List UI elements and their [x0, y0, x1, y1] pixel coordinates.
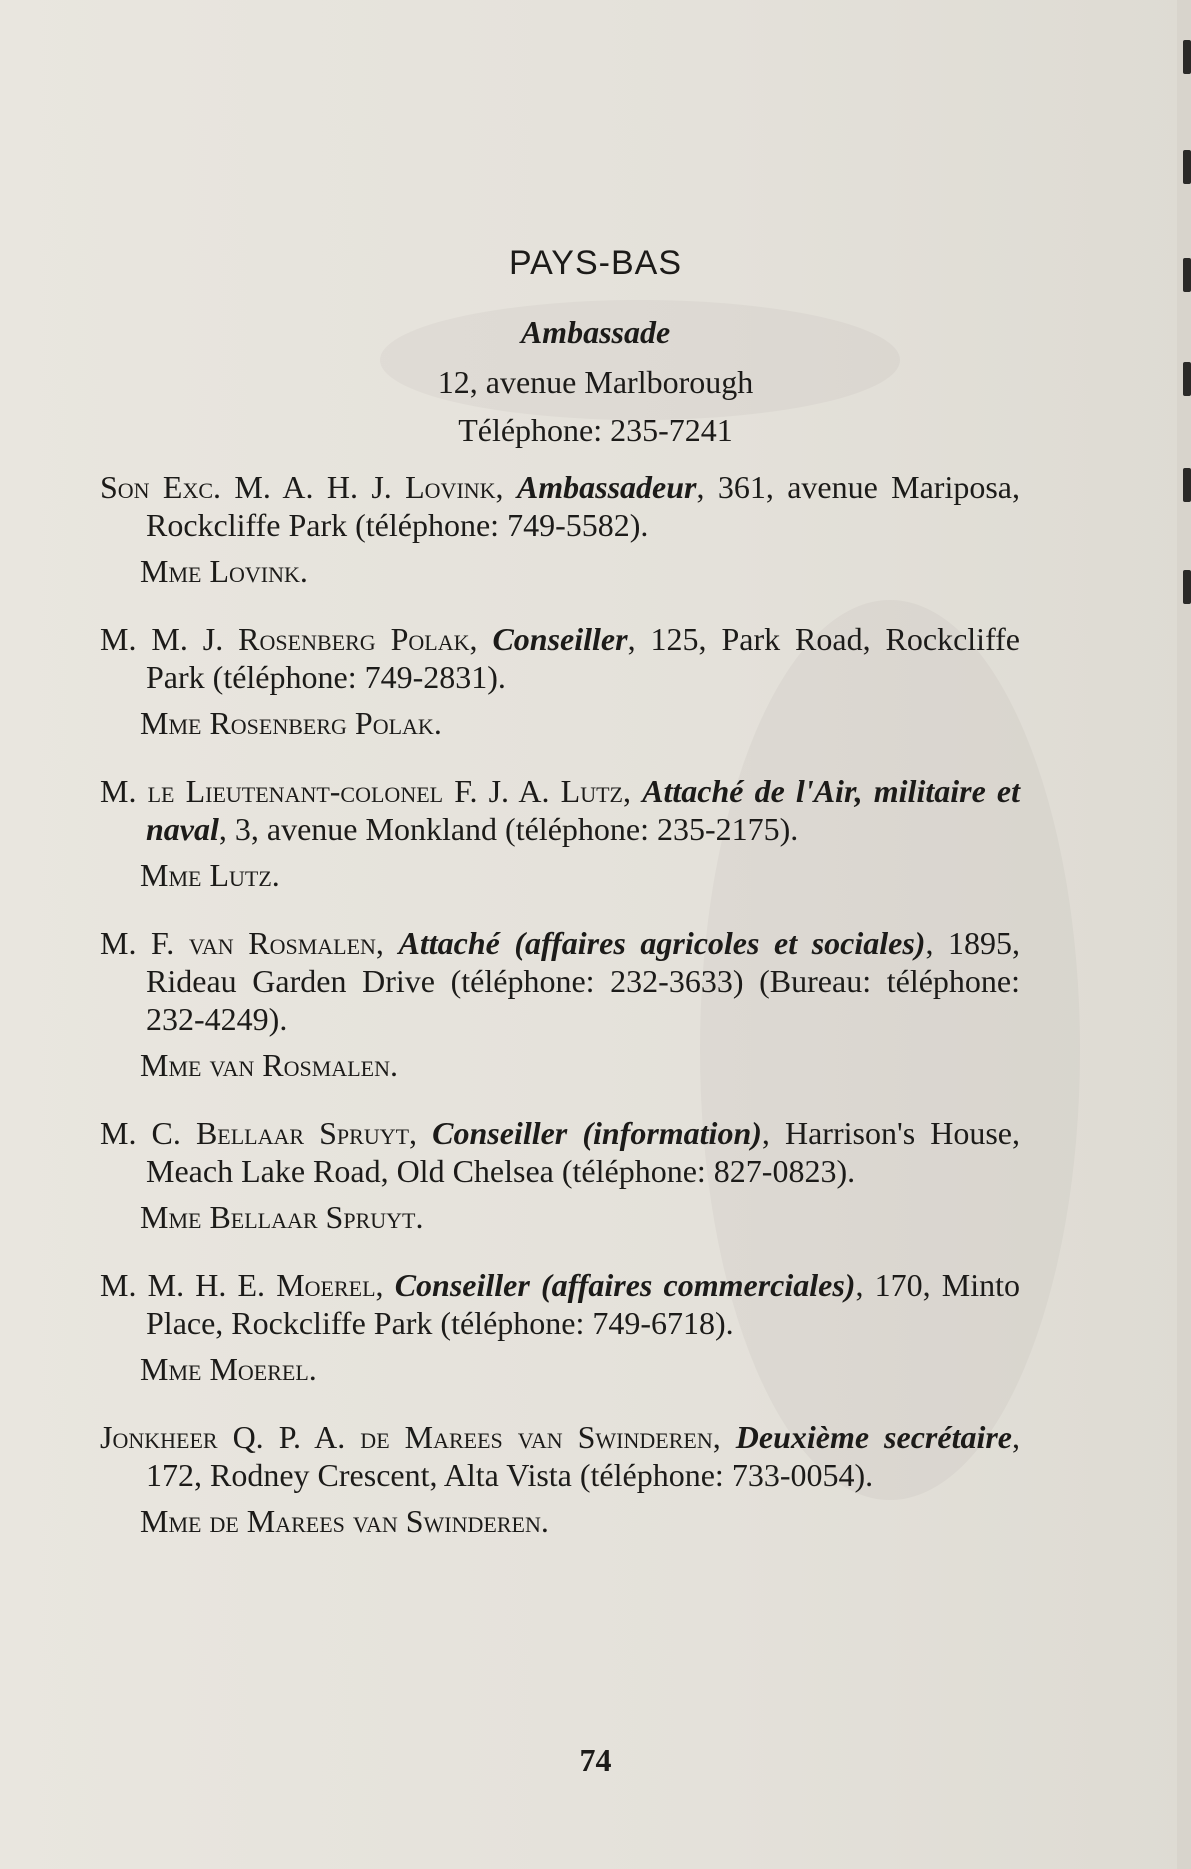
binding-mark [1183, 468, 1191, 502]
staff-title: Deuxième secrétaire [735, 1419, 1013, 1455]
staff-details: , 170, Minto Place, Rockcliffe Park (téléphone: 749-6718). [146, 1267, 1020, 1341]
spouse-entry: Mme Moerel. [140, 1351, 317, 1387]
staff-details: , 361, avenue Mariposa, Rockcliffe Park (téléphone: 749-5582). [146, 469, 1021, 543]
spouse-entry: Mme van Rosmalen. [140, 1047, 398, 1083]
binding-mark [1183, 150, 1191, 184]
embassy-address: 12, avenue Marlborough [437, 364, 754, 400]
staff-name: M. C. Bellaar Spruyt [100, 1115, 410, 1151]
staff-details: , 125, Park Road, Rockcliffe Park (téléphone: 749-2831). [146, 621, 1021, 695]
page-number: 74 [579, 1742, 612, 1778]
spouse-entry: Mme de Marees van Swinderen. [140, 1503, 549, 1539]
embassy-phone: Téléphone: 235-7241 [458, 412, 733, 448]
staff-title: Attaché de l'Air, militaire et naval [146, 773, 1020, 847]
staff-details: , 1895, Rideau Garden Drive (téléphone: 232-3633) (Bureau: téléphone: 232-4249). [146, 925, 1021, 1037]
staff-list [100, 468, 1020, 1570]
binding-mark [1183, 40, 1191, 74]
staff-entry: M. M. H. E. Moerel, Conseiller (affaires commerciales), 170, Minto Place, Rockcliffe Park (téléphone: 749-6718). [100, 1267, 1020, 1341]
staff-title: Conseiller (information) [432, 1115, 762, 1151]
staff-title: Conseiller [492, 621, 628, 657]
section-title: PAYS-BAS [508, 244, 683, 282]
staff-name: M. M. H. E. Moerel [100, 1267, 376, 1303]
staff-entry: Son Exc. M. A. H. J. Lovink, Ambassadeur, 361, avenue Mariposa, Rockcliffe Park (téléphone: 749-5582). [100, 469, 1021, 543]
staff-name: M. le Lieutenant-colonel F. J. A. Lutz [100, 773, 623, 809]
staff-details: , 172, Rodney Crescent, Alta Vista (téléphone: 733-0054). [146, 1419, 1021, 1493]
staff-entry: M. M. J. Rosenberg Polak, Conseiller, 125, Park Road, Rockcliffe Park (téléphone: 749-2831). [100, 621, 1021, 695]
staff-entry: M. F. van Rosmalen, Attaché (affaires agricoles et sociales), 1895, Rideau Garden Drive (téléphone: 232-3633) (Bureau: téléphone: 232-4249). [100, 925, 1021, 1037]
spouse-entry: Mme Rosenberg Polak. [140, 705, 442, 741]
staff-name: M. F. van Rosmalen [100, 925, 376, 961]
staff-name: M. M. J. Rosenberg Polak [100, 621, 470, 657]
staff-entry: Jonkheer Q. P. A. de Marees van Swinderen, Deuxième secrétaire, 172, Rodney Crescent, Alta Vista (téléphone: 733-0054). [100, 1419, 1021, 1493]
spouse-entry: Mme Lutz. [140, 857, 280, 893]
staff-title: Ambassadeur [516, 469, 697, 505]
staff-title: Attaché (affaires agricoles et sociales) [398, 925, 926, 961]
section-subtitle: Ambassade [520, 314, 671, 350]
staff-name: Jonkheer Q. P. A. de Marees van Swinderen [100, 1419, 713, 1455]
staff-entry: M. le Lieutenant-colonel F. J. A. Lutz, Attaché de l'Air, militaire et naval, 3, avenue Monkland (téléphone: 235-2175). [100, 773, 1020, 847]
staff-details: , 3, avenue Monkland (téléphone: 235-2175). [218, 811, 799, 847]
staff-name: Son Exc. M. A. H. J. Lovink [100, 469, 496, 505]
spouse-entry: Mme Lovink. [140, 553, 308, 589]
staff-title: Conseiller (affaires commerciales) [394, 1267, 856, 1303]
binding-mark [1183, 570, 1191, 604]
spouse-entry: Mme Bellaar Spruyt. [140, 1199, 424, 1235]
staff-details: , Harrison's House, Meach Lake Road, Old Chelsea (téléphone: 827-0823). [146, 1115, 1021, 1189]
staff-entry: M. C. Bellaar Spruyt, Conseiller (information), Harrison's House, Meach Lake Road, Old Chelsea (téléphone: 827-0823). [100, 1115, 1021, 1189]
